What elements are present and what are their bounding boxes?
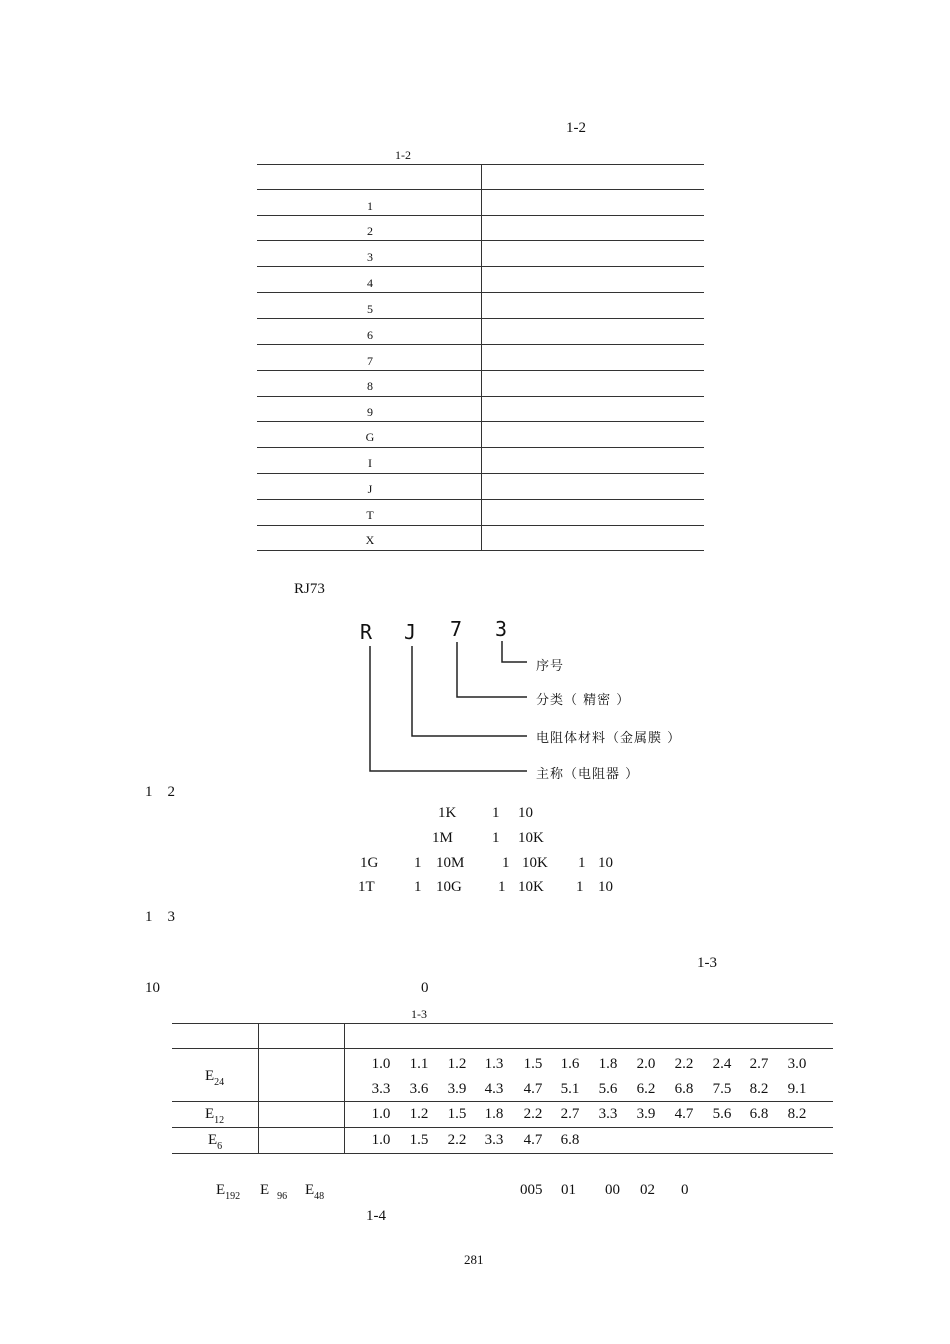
section-heading-1-3: 1 3 [145, 909, 176, 925]
series-label-e192 [216, 1182, 241, 1202]
table-row-code: 8 [367, 379, 373, 393]
table-row-code: 9 [367, 405, 373, 419]
unit-text: 10 [598, 855, 613, 871]
unit-text: 1G [360, 855, 379, 871]
nominal-value: 4.7 [523, 1081, 543, 1097]
nominal-value: 6.2 [636, 1081, 656, 1097]
paragraph-text: 10 [145, 980, 160, 996]
table-row-code: G [365, 430, 375, 444]
nominal-value: 1.8 [484, 1106, 504, 1122]
tolerance-value: 0 [681, 1182, 689, 1198]
bottom-table-ref: 1-4 [366, 1208, 386, 1224]
table-row-code: X [365, 533, 375, 547]
unit-text: 10 [518, 805, 533, 821]
unit-text: 1M [432, 830, 453, 846]
diagram-label-category: 分类（ 精密 ） [536, 693, 631, 708]
nominal-value: 3.6 [409, 1081, 429, 1097]
table-row-code: 4 [367, 276, 373, 290]
unit-text: 10 [598, 879, 613, 895]
nominal-value: 2.2 [674, 1056, 694, 1072]
series-subscript: 24 [214, 1077, 225, 1088]
nominal-value: 1.5 [523, 1056, 543, 1072]
table-row-code: 3 [367, 250, 373, 264]
unit-text: 1 [498, 879, 506, 895]
tolerance-value: 01 [561, 1182, 576, 1198]
unit-text: 10K [522, 855, 548, 871]
diagram-label-main-name: 主称（电阻器 ） [536, 767, 640, 782]
table-row-code: 5 [367, 302, 373, 316]
diagram-letter-r: R [360, 620, 373, 644]
unit-text: 1 [414, 855, 422, 871]
diagram-label-material: 电阻体材料（金属膜 ） [536, 731, 682, 746]
unit-text: 10M [436, 855, 465, 871]
series-subscript: 6 [217, 1141, 223, 1152]
unit-text: 1 [492, 830, 500, 846]
unit-text: 1K [438, 805, 457, 821]
nominal-value: 8.2 [749, 1081, 769, 1097]
nominal-value: 1.0 [371, 1132, 391, 1148]
nominal-value: 2.2 [523, 1106, 543, 1122]
unit-text: 10G [436, 879, 462, 895]
tolerance-value: 00 [605, 1182, 620, 1198]
table-row-code: I [368, 456, 372, 470]
unit-text: 1 [492, 805, 500, 821]
unit-text: 1 [502, 855, 510, 871]
table-rule [172, 1153, 833, 1154]
diagram-letter-3: 3 [495, 617, 508, 641]
nominal-value: 3.0 [787, 1056, 807, 1072]
nominal-value: 1.8 [598, 1056, 618, 1072]
nominal-value: 9.1 [787, 1081, 807, 1097]
table-rule [172, 1127, 833, 1128]
unit-text: 1 [414, 879, 422, 895]
table-1-3-caption: 1-3 [411, 1007, 427, 1021]
diagram-letter-j: J [404, 620, 417, 644]
nominal-value: 1.5 [447, 1106, 467, 1122]
nominal-value: 6.8 [674, 1081, 694, 1097]
top-table-ref: 1-2 [566, 120, 586, 136]
nominal-value: 1.6 [560, 1056, 580, 1072]
series-letter: E [205, 1068, 215, 1084]
page-number: 281 [464, 1252, 484, 1267]
series-subscript: 192 [225, 1191, 241, 1202]
nominal-value: 2.7 [749, 1056, 769, 1072]
diagram-letter-7: 7 [450, 617, 463, 641]
series-label-e12 [205, 1106, 225, 1126]
table-column-divider [258, 1023, 259, 1153]
table-rule [172, 1023, 833, 1024]
series-label-e96 [260, 1182, 288, 1202]
nominal-value: 6.8 [560, 1132, 580, 1148]
nominal-value: 1.1 [409, 1056, 429, 1072]
nominal-value: 5.6 [598, 1081, 618, 1097]
table-1-2-caption: 1-2 [395, 148, 411, 162]
nominal-value: 1.0 [371, 1056, 391, 1072]
series-label-e6 [208, 1132, 223, 1152]
nominal-value: 5.6 [712, 1106, 732, 1122]
tolerance-value: 005 [520, 1182, 543, 1198]
table-row-code: 1 [367, 199, 373, 213]
table-row-code: 6 [367, 328, 373, 342]
nominal-value: 1.2 [447, 1056, 467, 1072]
table-row-code: J [367, 482, 373, 496]
paragraph-text: 0 [421, 980, 429, 996]
nominal-value: 3.3 [484, 1132, 504, 1148]
series-label-e48 [305, 1182, 325, 1202]
paragraph-table-ref: 1-3 [697, 955, 717, 971]
series-letter: E [305, 1182, 315, 1198]
nominal-value: 4.7 [674, 1106, 694, 1122]
table-row-code: T [366, 508, 374, 522]
nominal-value: 3.3 [371, 1081, 391, 1097]
diagram-label-serial: 序号 [536, 659, 565, 674]
nominal-value: 3.3 [598, 1106, 618, 1122]
nominal-value: 1.3 [484, 1056, 504, 1072]
nominal-value: 2.2 [447, 1132, 467, 1148]
nominal-value: 4.3 [484, 1081, 504, 1097]
nominal-value: 2.0 [636, 1056, 656, 1072]
nominal-value: 5.1 [560, 1081, 580, 1097]
nominal-value: 4.7 [523, 1132, 543, 1148]
series-subscript: 12 [214, 1115, 225, 1126]
series-subscript: 48 [314, 1191, 325, 1202]
nominal-value: 1.5 [409, 1132, 429, 1148]
series-letter: E [260, 1182, 270, 1198]
nominal-value: 6.8 [749, 1106, 769, 1122]
nominal-value: 3.9 [636, 1106, 656, 1122]
example-model: RJ73 [294, 581, 325, 597]
nominal-value: 7.5 [712, 1081, 732, 1097]
table-column-divider [344, 1023, 345, 1153]
nominal-value: 8.2 [787, 1106, 807, 1122]
unit-text: 1T [358, 879, 375, 895]
table-rule [172, 1101, 833, 1102]
section-heading-1-2: 1 2 [145, 784, 176, 800]
unit-text: 10K [518, 830, 544, 846]
nominal-value: 3.9 [447, 1081, 467, 1097]
nominal-value: 2.4 [712, 1056, 732, 1072]
series-letter: E [208, 1132, 218, 1148]
unit-text: 10K [518, 879, 544, 895]
table-row-code: 2 [367, 224, 373, 238]
unit-text: 1 [576, 879, 584, 895]
nominal-value: 1.2 [409, 1106, 429, 1122]
table-rule [172, 1048, 833, 1049]
nominal-value: 2.7 [560, 1106, 580, 1122]
table-row-code: 7 [367, 354, 373, 368]
series-letter: E [216, 1182, 226, 1198]
series-subscript: 96 [277, 1191, 288, 1202]
series-label-e24 [205, 1068, 225, 1088]
nominal-value: 1.0 [371, 1106, 391, 1122]
unit-text: 1 [578, 855, 586, 871]
series-letter: E [205, 1106, 215, 1122]
tolerance-value: 02 [640, 1182, 655, 1198]
